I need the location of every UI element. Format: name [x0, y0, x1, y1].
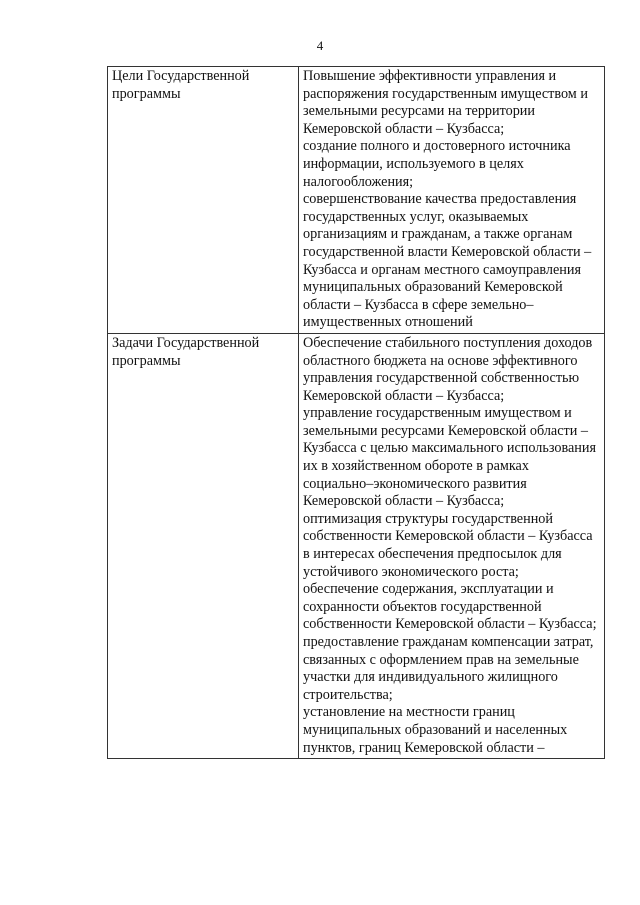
goal-item: совершенствование качества предоставления государственных услуг, оказываемых организациям и гражданам, а также органам государственной власти Кемеровской области – Кузбасса и органам местного самоуправления муниципальных образований Кемеровской области – Кузбасса в сфере земельно–имущественных отношений [303, 191, 592, 331]
program-passport-table [107, 66, 605, 759]
row-label-tasks: Задачи Государственной программы [108, 333, 299, 758]
task-item: оптимизация структуры государственной собственности Кемеровской области – Кузбасса в интересах обеспечения предпосылок для устойчивого экономического роста; [303, 510, 593, 580]
task-item: Обеспечение стабильного поступления доходов областного бюджета на основе эффективного управления государственной собственностью Кемеровской области – Кузбасса; [303, 334, 593, 404]
table-row-tasks [108, 333, 605, 758]
task-item: управление государственным имуществом и земельными ресурсами Кемеровской области – Кузбасса с целью максимального использования их в хозяйственном обороте в рамках социально–экономического развития Кемеровской области – Кузбасса; [303, 405, 596, 510]
task-item: обеспечение содержания, эксплуатации и сохранности объектов государственной собственности Кемеровской области – Кузбасса; [303, 581, 597, 633]
task-item: предоставление гражданам компенсации затрат, связанных с оформлением прав на земельные участки для индивидуального жилищного строительства; [303, 634, 594, 703]
page-number: 4 [316, 38, 324, 53]
goal-item: Повышение эффективности управления и распоряжения государственным имуществом и земельными ресурсами на территории Кемеровской области – Кузбасса; [303, 68, 588, 137]
goal-item: создание полного и достоверного источника информации, используемого в целях налогообложения; [303, 138, 571, 190]
row-value-tasks [299, 333, 605, 758]
task-item: установление на местности границ муниципальных образований и населенных пунктов, границ Кемеровской области – [303, 704, 568, 756]
row-value-goals [299, 67, 605, 334]
table-row-goals [108, 67, 605, 334]
row-label-goals: Цели Государственной программы [108, 67, 299, 334]
